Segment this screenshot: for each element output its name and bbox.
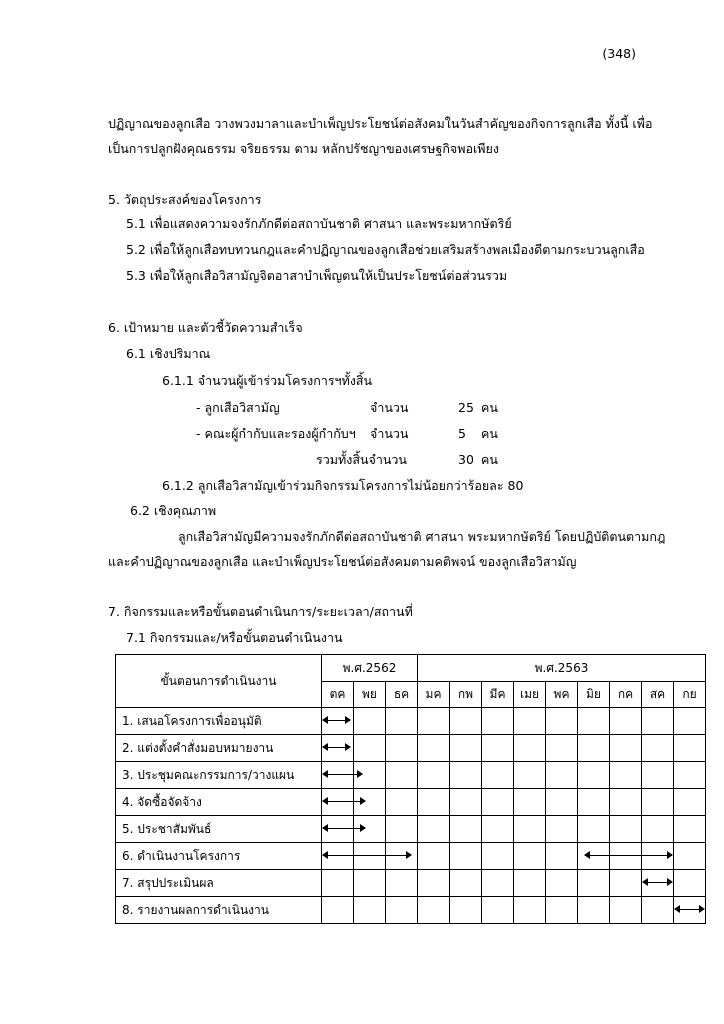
month-grid-line xyxy=(449,708,450,734)
month-grid-line xyxy=(481,843,482,869)
month-grid-line xyxy=(513,708,514,734)
month-header: พค xyxy=(546,682,578,708)
month-grid-line xyxy=(513,816,514,842)
table-row xyxy=(116,789,706,816)
month-header: เมย xyxy=(514,682,546,708)
month-grid-line xyxy=(577,762,578,788)
section-6-1-1: 6.1.1 จำนวนผู้เข้าร่วมโครงการฯทั้งสิ้น xyxy=(162,373,373,388)
timeline-arrow xyxy=(323,801,365,802)
month-grid-line xyxy=(609,789,610,815)
month-grid-line xyxy=(641,816,642,842)
month-grid-line xyxy=(513,897,514,923)
month-grid-line xyxy=(545,843,546,869)
month-grid-line xyxy=(385,870,386,896)
month-grid-line xyxy=(353,897,354,923)
activity-name: 6. ดำเนินงานโครงการ xyxy=(116,843,322,870)
month-grid-line xyxy=(481,735,482,761)
timeline-arrow xyxy=(643,882,672,883)
objective-5-2: 5.2 เพื่อให้ลูกเสือทบทวนกฎและคำปฏิญาณของลูกเสือช่วยเสริมสร้างพลเมืองดีตามกระบวนลูกเสือ xyxy=(126,242,645,257)
schedule-header: ขั้นตอนการดำเนินงาน xyxy=(116,655,322,708)
month-grid-line xyxy=(353,789,354,815)
month-header: สค xyxy=(642,682,674,708)
month-grid-line xyxy=(513,870,514,896)
section-7-1: 7.1 กิจกรรมและ/หรือขั้นตอนดำเนินงาน xyxy=(126,630,343,645)
schedule-table xyxy=(115,654,706,924)
activity-name: 5. ประชาสัมพันธ์ xyxy=(116,816,322,843)
month-grid-line xyxy=(641,789,642,815)
month-grid-line xyxy=(577,843,578,869)
month-grid-line xyxy=(545,897,546,923)
month-grid-line xyxy=(673,708,674,734)
month-grid-line xyxy=(673,762,674,788)
month-grid-line xyxy=(385,735,386,761)
month-grid-line xyxy=(673,735,674,761)
month-grid-line xyxy=(481,708,482,734)
month-grid-line xyxy=(385,708,386,734)
month-grid-line xyxy=(417,735,418,761)
month-grid-line xyxy=(545,789,546,815)
section-6-1-2: 6.1.2 ลูกเสือวิสามัญเข้าร่วมกิจกรรมโครงการไม่น้อยกว่าร้อยละ 80 xyxy=(162,478,524,493)
month-grid-line xyxy=(417,843,418,869)
month-grid-line xyxy=(609,735,610,761)
objective-5-1: 5.1 เพื่อแสดงความจงรักภักดีต่อสถาบันชาติ ศาสนา และพระมหากษัตริย์ xyxy=(126,216,512,231)
month-grid-line xyxy=(577,816,578,842)
target-row-leaders-label: - คณะผู้กำกับและรองผู้กำกับฯ xyxy=(196,426,356,441)
month-header: ธค xyxy=(386,682,418,708)
month-grid-line xyxy=(609,708,610,734)
table-row xyxy=(116,708,706,735)
month-grid-line xyxy=(673,789,674,815)
month-grid-line xyxy=(609,870,610,896)
month-grid-line xyxy=(417,762,418,788)
timeline-arrow xyxy=(323,720,350,721)
month-header: กย xyxy=(674,682,706,708)
target-row-leaders-word: จำนวน xyxy=(370,426,409,441)
target-row-scouts-word: จำนวน xyxy=(370,400,409,415)
activity-name: 1. เสนอโครงการเพื่ออนุมัติ xyxy=(116,708,322,735)
month-grid-line xyxy=(353,816,354,842)
month-grid-line xyxy=(449,897,450,923)
month-grid-line xyxy=(449,735,450,761)
month-grid-line xyxy=(641,762,642,788)
month-grid-line xyxy=(513,789,514,815)
month-grid-line xyxy=(545,708,546,734)
month-grid-line xyxy=(673,843,674,869)
month-grid-line xyxy=(385,762,386,788)
month-grid-line xyxy=(481,762,482,788)
month-grid-line xyxy=(385,816,386,842)
section-6-1: 6.1 เชิงปริมาณ xyxy=(126,346,211,361)
month-header: ตค xyxy=(322,682,354,708)
month-grid-line xyxy=(417,897,418,923)
month-grid-line xyxy=(577,789,578,815)
table-row xyxy=(116,762,706,789)
month-grid-line xyxy=(385,897,386,923)
intro-line-2: เป็นการปลูกฝังคุณธรรม จริยธรรม ตาม หลักปรัชญาของเศรษฐกิจพอเพียง xyxy=(108,141,499,156)
section-6-heading: 6. เป้าหมาย และตัวชี้วัดความสำเร็จ xyxy=(108,320,303,335)
month-grid-line xyxy=(481,816,482,842)
month-header: มค xyxy=(418,682,450,708)
month-grid-line xyxy=(449,789,450,815)
activity-name: 3. ประชุมคณะกรรมการ/วางแผน xyxy=(116,762,322,789)
year-2562: พ.ศ.2562 xyxy=(322,655,418,682)
timeline-arrow xyxy=(585,855,672,856)
month-grid-line xyxy=(385,789,386,815)
month-grid-line xyxy=(417,816,418,842)
table-row xyxy=(116,843,706,870)
month-grid-line xyxy=(449,816,450,842)
month-grid-line xyxy=(673,870,674,896)
month-grid-line xyxy=(353,843,354,869)
month-grid-line xyxy=(481,789,482,815)
month-grid-line xyxy=(417,870,418,896)
month-grid-line xyxy=(641,843,642,869)
target-total-num: 30 xyxy=(458,452,474,467)
activity-name: 7. สรุปประเมินผล xyxy=(116,870,322,897)
activity-name: 8. รายงานผลการดำเนินงาน xyxy=(116,897,322,924)
section-6-2: 6.2 เชิงคุณภาพ xyxy=(130,503,217,518)
month-grid-line xyxy=(641,897,642,923)
month-grid-line xyxy=(449,843,450,869)
month-header: มิย xyxy=(578,682,610,708)
month-grid-line xyxy=(449,762,450,788)
month-grid-line xyxy=(673,816,674,842)
year-2563: พ.ศ.2563 xyxy=(418,655,706,682)
target-row-scouts-unit: คน xyxy=(481,400,498,415)
table-row xyxy=(116,870,706,897)
month-grid-line xyxy=(513,762,514,788)
month-grid-line xyxy=(577,870,578,896)
timeline-arrow xyxy=(323,855,411,856)
month-grid-line xyxy=(353,870,354,896)
month-grid-line xyxy=(353,708,354,734)
month-grid-line xyxy=(577,735,578,761)
month-grid-line xyxy=(513,843,514,869)
timeline-arrow xyxy=(323,747,350,748)
table-row xyxy=(116,816,706,843)
table-row xyxy=(116,897,706,924)
month-grid-line xyxy=(513,735,514,761)
month-grid-line xyxy=(545,735,546,761)
table-row xyxy=(116,735,706,762)
month-grid-line xyxy=(449,870,450,896)
month-grid-line xyxy=(481,897,482,923)
section-7-heading: 7. กิจกรรมและหรือขั้นตอนดำเนินการ/ระยะเวลา/สถานที่ xyxy=(108,604,413,619)
month-grid-line xyxy=(641,735,642,761)
target-row-scouts-num: 25 xyxy=(458,400,474,415)
target-row-scouts-label: - ลูกเสือวิสามัญ xyxy=(196,400,280,415)
month-grid-line xyxy=(609,897,610,923)
month-grid-line xyxy=(417,789,418,815)
month-grid-line xyxy=(577,708,578,734)
quality-line-1: ลูกเสือวิสามัญมีความจงรักภักดีต่อสถาบันชาติ ศาสนา พระมหากษัตริย์ โดยปฏิบัติตนตามกฎ xyxy=(178,529,666,544)
month-grid-line xyxy=(609,843,610,869)
timeline-arrow xyxy=(323,828,365,829)
target-row-leaders-num: 5 xyxy=(458,426,466,441)
activity-name: 2. แต่งตั้งคำสั่งมอบหมายงาน xyxy=(116,735,322,762)
month-header: มีค xyxy=(482,682,514,708)
quality-line-2: และคำปฏิญาณของลูกเสือ และบำเพ็ญประโยชน์ต่อสังคมตามคติพจน์ ของลูกเสือวิสามัญ xyxy=(108,554,577,569)
month-grid-line xyxy=(545,762,546,788)
activity-name: 4. จัดซื้อจัดจ้าง xyxy=(116,789,322,816)
month-header: กค xyxy=(610,682,642,708)
target-row-leaders-unit: คน xyxy=(481,426,498,441)
month-grid-line xyxy=(545,870,546,896)
page-number: (348) xyxy=(602,46,636,61)
intro-line-1: ปฏิญาณของลูกเสือ วางพวงมาลาและบำเพ็ญประโยชน์ต่อสังคมในวันสำคัญของกิจการลูกเสือ ทั้งนี้ เพื่อ xyxy=(108,116,653,131)
section-5-heading: 5. วัตถุประสงค์ของโครงการ xyxy=(108,192,262,207)
month-grid-line xyxy=(353,762,354,788)
month-grid-line xyxy=(641,708,642,734)
month-grid-line xyxy=(609,762,610,788)
month-header: พย xyxy=(354,682,386,708)
month-grid-line xyxy=(545,816,546,842)
month-grid-line xyxy=(385,843,386,869)
month-header: กพ xyxy=(450,682,482,708)
month-grid-line xyxy=(417,708,418,734)
objective-5-3: 5.3 เพื่อให้ลูกเสือวิสามัญจิตอาสาบำเพ็ญตนให้เป็นประโยชน์ต่อส่วนรวม xyxy=(126,268,508,283)
target-total-unit: คน xyxy=(481,452,498,467)
month-grid-line xyxy=(481,870,482,896)
month-grid-line xyxy=(577,897,578,923)
timeline-arrow xyxy=(323,774,362,775)
month-grid-line xyxy=(353,735,354,761)
timeline-arrow xyxy=(675,909,704,910)
month-grid-line xyxy=(609,816,610,842)
target-total-label: รวมทั้งสิ้นจำนวน xyxy=(316,452,407,467)
